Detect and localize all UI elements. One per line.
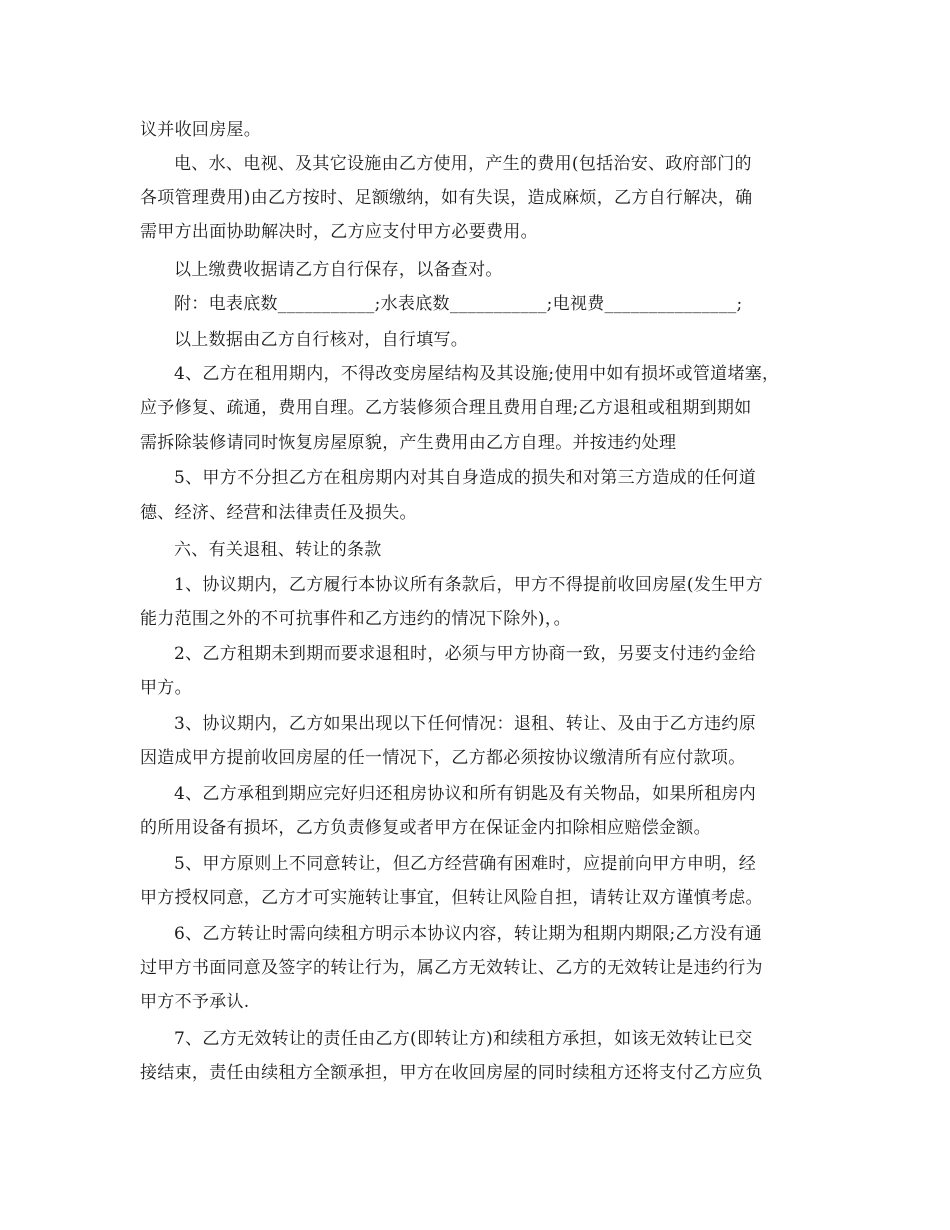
- text-line: 6、乙方转让时需向续租方明示本协议内容，转让期为租期内期限;乙方没有通: [174, 924, 763, 944]
- text-line: 德、经济、经营和法律责任及损失。: [140, 503, 417, 523]
- text-line: 需拆除装修请同时恢复房屋原貌，产生费用由乙方自理。并按违约处理: [140, 433, 677, 453]
- text-line: 能力范围之外的不可抗事件和乙方违约的情况下除外)，。: [140, 609, 571, 629]
- text-line: 的所用设备有损坏，乙方负责修复或者甲方在保证金内扣除相应赔偿金额。: [140, 818, 711, 838]
- text-line: 过甲方书面同意及签字的转让行为，属乙方无效转让、乙方的无效转让是违约行为: [140, 958, 763, 978]
- text-line: 3、协议期内，乙方如果出现以下任何情况：退租、转让、及由于乙方违约原: [174, 714, 757, 734]
- text-line: 应予修复、疏通，费用自理。乙方装修须合理且费用自理;乙方退租或租期到期如: [140, 398, 752, 418]
- text-line: 以上缴费收据请乙方自行保存，以备查对。: [174, 260, 503, 280]
- text-line: 因造成甲方提前收回房屋的任一情况下，乙方都必须按协议缴清所有应付款项。: [140, 748, 746, 768]
- text-line: 5、甲方不分担乙方在租房期内对其自身造成的损失和对第三方造成的任何道: [174, 468, 757, 488]
- text-line: 需甲方出面协助解决时，乙方应支付甲方必要费用。: [140, 222, 538, 242]
- text-line: 7、乙方无效转让的责任由乙方(即转让方)和续租方承担，如该无效转让已交: [174, 1029, 753, 1049]
- text-line: 甲方。: [140, 678, 192, 698]
- text-line: 甲方授权同意，乙方才可实施转让事宜，但转让风险自担，请转让双方谨慎考虑。: [140, 888, 763, 908]
- text-line: 议并收回房屋。: [140, 120, 262, 140]
- text-line: 电、水、电视、及其它设施由乙方使用，产生的费用(包括治安、政府部门的: [174, 154, 752, 174]
- text-line: 以上数据由乙方自行核对，自行填写。: [174, 330, 469, 350]
- text-line: 甲方不予承认.: [140, 992, 250, 1012]
- text-line: 4、乙方在租用期内，不得改变房屋结构及其设施;使用中如有损坏或管道堵塞，: [174, 364, 780, 384]
- section-heading: 六、有关退租、转让的条款: [174, 540, 382, 560]
- text-line: 附：电表底数___________;水表底数___________;电视费_______________;: [174, 294, 743, 314]
- text-line: 5、甲方原则上不同意转让，但乙方经营确有困难时，应提前向甲方申明，经: [174, 854, 757, 874]
- text-line: 接结束，责任由续租方全额承担，甲方在收回房屋的同时续租方还将支付乙方应负: [140, 1063, 763, 1083]
- text-line: 各项管理费用)由乙方按时、足额缴纳，如有失误，造成麻烦，乙方自行解决，确: [140, 188, 753, 208]
- text-line: 2、乙方租期未到期而要求退租时，必须与甲方协商一致，另要支付违约金给: [174, 644, 757, 664]
- text-line: 1、协议期内，乙方履行本协议所有条款后，甲方不得提前收回房屋(发生甲方: [174, 575, 763, 595]
- text-line: 4、乙方承租到期应完好归还租房协议和所有钥匙及有关物品，如果所租房内: [174, 784, 757, 804]
